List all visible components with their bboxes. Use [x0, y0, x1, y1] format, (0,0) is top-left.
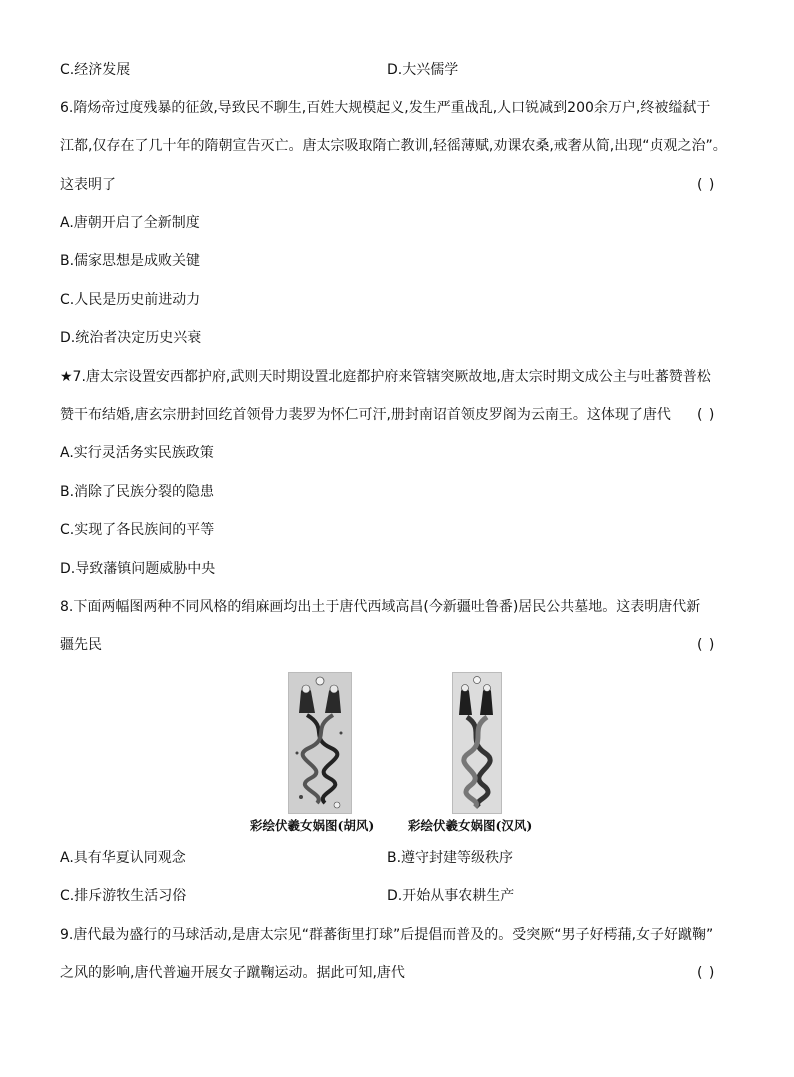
q6-stem-line1: 6.隋炀帝过度残暴的征敛,导致民不聊生,百姓大规模起义,发生严重战乱,人口锐减到200余万户,终被缢弑于: [60, 100, 711, 116]
fuxi-nuwa-painting-hu-style-icon: [288, 672, 352, 814]
q5-option-d: D.大兴儒学: [387, 62, 459, 78]
q6-option-a: A.唐朝开启了全新制度: [60, 215, 200, 231]
q9-stem-line1: 9.唐代最为盛行的马球活动,是唐太宗见“群蕃街里打球”后提倡而普及的。受突厥“男子好樗蒱,女子好蹴鞠”: [60, 927, 714, 943]
fuxi-nuwa-painting-han-style-icon: [452, 672, 502, 814]
q6-option-c: C.人民是历史前进动力: [60, 292, 201, 308]
q7-option-c: C.实现了各民族间的平等: [60, 522, 215, 538]
q8-option-c: C.排斥游牧生活习俗: [60, 888, 187, 904]
q6-option-b: B.儒家思想是成败关键: [60, 253, 201, 269]
q8-option-b: B.遵守封建等级秩序: [387, 850, 514, 866]
q6-answer-paren: ( ): [697, 177, 716, 193]
q8-stem-line2: 疆先民: [60, 637, 102, 653]
q7-option-d: D.导致藩镇问题威胁中央: [60, 561, 216, 577]
figure-caption-han-style: 彩绘伏羲女娲图(汉风): [408, 818, 533, 833]
q7-stem-line1: ★7.唐太宗设置安西都护府,武则天时期设置北庭都护府来管辖突厥故地,唐太宗时期文成公主与吐蕃赞普松: [60, 369, 711, 385]
figure-caption-hu-style: 彩绘伏羲女娲图(胡风): [250, 818, 375, 833]
q6-stem-line3: 这表明了: [60, 177, 116, 193]
q8-option-a: A.具有华夏认同观念: [60, 850, 186, 866]
q9-stem-line2: 之风的影响,唐代普遍开展女子蹴鞠运动。据此可知,唐代: [60, 965, 405, 981]
q7-option-a: A.实行灵活务实民族政策: [60, 445, 214, 461]
q6-option-d: D.统治者决定历史兴衰: [60, 330, 202, 346]
q5-option-c: C.经济发展: [60, 62, 131, 78]
q7-option-b: B.消除了民族分裂的隐患: [60, 484, 215, 500]
q8-option-d: D.开始从事农耕生产: [387, 888, 515, 904]
q6-stem-line2: 江都,仅存在了几十年的隋朝宣告灭亡。唐太宗吸取隋亡教训,轻徭薄赋,劝课农桑,戒奢从简,出现“贞观之治”。: [60, 138, 727, 154]
q8-stem-line1: 8.下面两幅图两种不同风格的绢麻画均出土于唐代西域高昌(今新疆吐鲁番)居民公共墓地。这表明唐代新: [60, 599, 701, 615]
q7-answer-paren: ( ): [697, 407, 716, 423]
q8-answer-paren: ( ): [697, 637, 716, 653]
q7-stem-line2: 赞干布结婚,唐玄宗册封回纥首领骨力裴罗为怀仁可汗,册封南诏首领皮罗阁为云南王。这体现了唐代: [60, 407, 671, 423]
q9-answer-paren: ( ): [697, 965, 716, 981]
